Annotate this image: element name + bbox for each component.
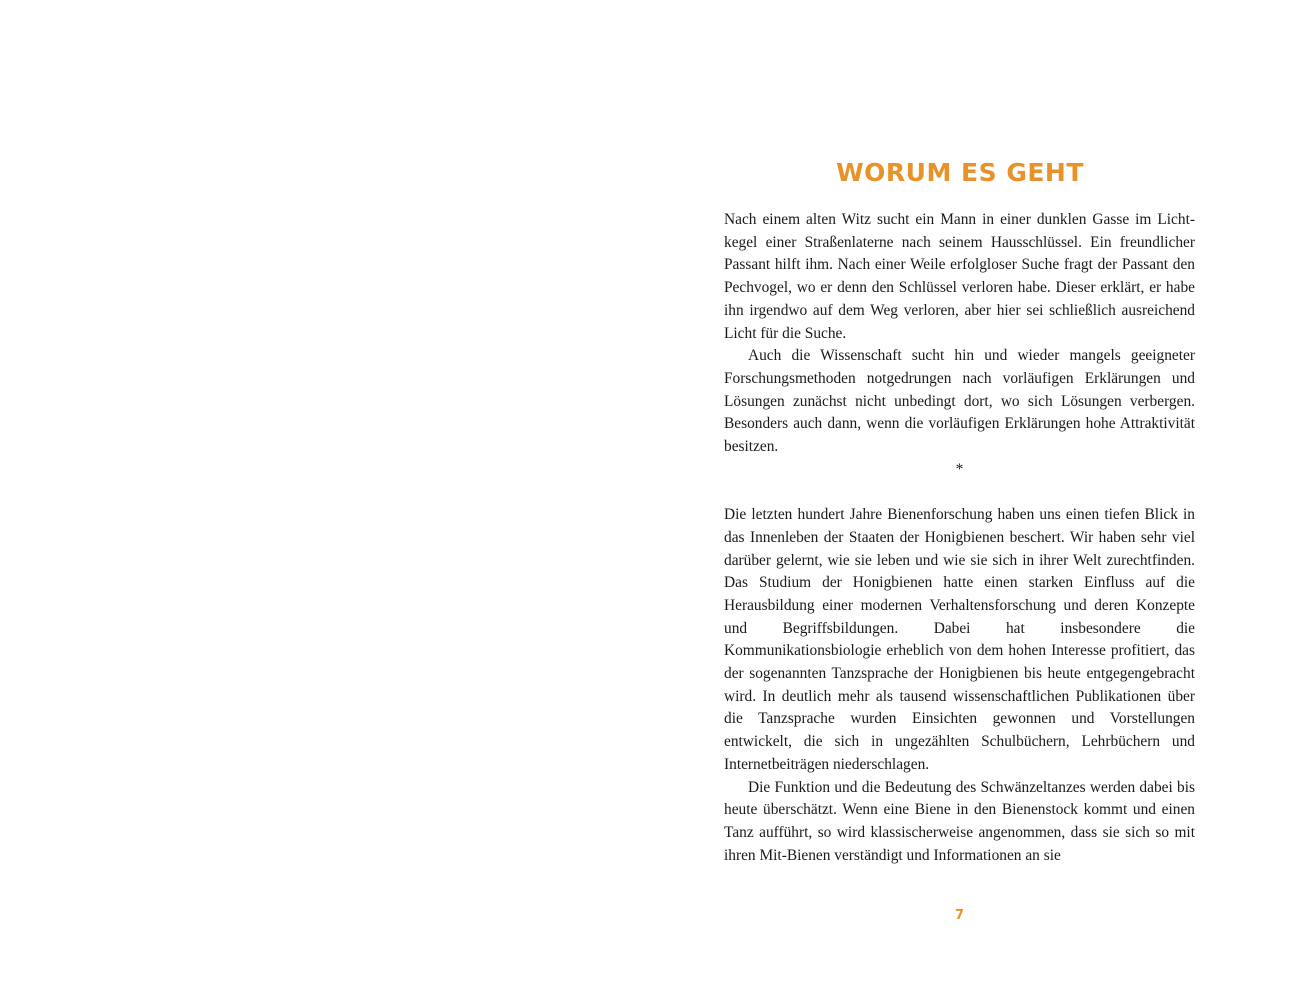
paragraph-4: Die Funktion und die Bedeutung des Schwänzeltanzes werden dabei bis heute überschätzt. Wenn eine Biene in den Bienenstock kommt und einen Tanz aufführt, so wird klassischerweise angenommen, dass sie sich so mit ihren Mit-Bienen verständigt und Informationen an sie (724, 778, 1195, 864)
paragraph-3: Die letzten hundert Jahre Bienenforschung haben uns einen tiefen Blick in das Innenleben der Staaten der Honigbienen beschert. Wir haben sehr viel darüber gelernt, wie sie leben und wie sie sich in ihrer Welt zurechtfinden. Das Studium der Honigbienen hatte einen starken Einfluss auf die Herausbildung einer modernen Verhaltensforschung und deren Konzepte und Begriffsbildungen. Dabei hat insbesondere die Kommunikationsbiologie erheblich von dem hohen Interesse profitiert, das der sogenannten Tanzsprache der Honigbienen bis heute entgegengebracht wird. In deutlich mehr als tausend wissenschaftlichen Publikationen über die Tanzsprache wurden Einsichten gewonnen und Vorstellungen entwickelt, die sich in ungezählten Schulbüchern, Lehrbüchern und Internetbeiträgen niederschlagen. (724, 506, 1195, 773)
paragraph-2: Auch die Wissenschaft sucht hin und wieder mangels geeigneter Forschungsmethoden notgedrungen nach vorläufigen Erklärungen und Lösungen zunächst nicht unbedingt dort, wo sich Lösungen verbergen. Besonders auch dann, wenn die vorläufigen Erklärungen hohe Attraktivität besitzen. (724, 347, 1195, 456)
left-page-blank (0, 0, 647, 1000)
chapter-body (724, 209, 1195, 867)
right-page (648, 0, 1295, 1000)
chapter-heading: WORUM ES GEHT (836, 158, 1084, 187)
page-number: 7 (954, 908, 965, 923)
paragraph-1: Nach einem alten Witz sucht ein Mann in einer dunklen Gasse im Lichtkegel einer Straßenlaterne nach seinem Hausschlüssel. Ein freundlicher Passant hilft ihm. Nach einer Weile erfolgloser Suche fragt der Passant den Pechvogel, wo er denn den Schlüssel verloren habe. Dieser erklärt, er habe ihn irgendwo auf dem Weg verloren, aber hier sei schließlich ausreichend Licht für die Suche. (724, 211, 1195, 342)
section-separator: * (955, 460, 964, 478)
